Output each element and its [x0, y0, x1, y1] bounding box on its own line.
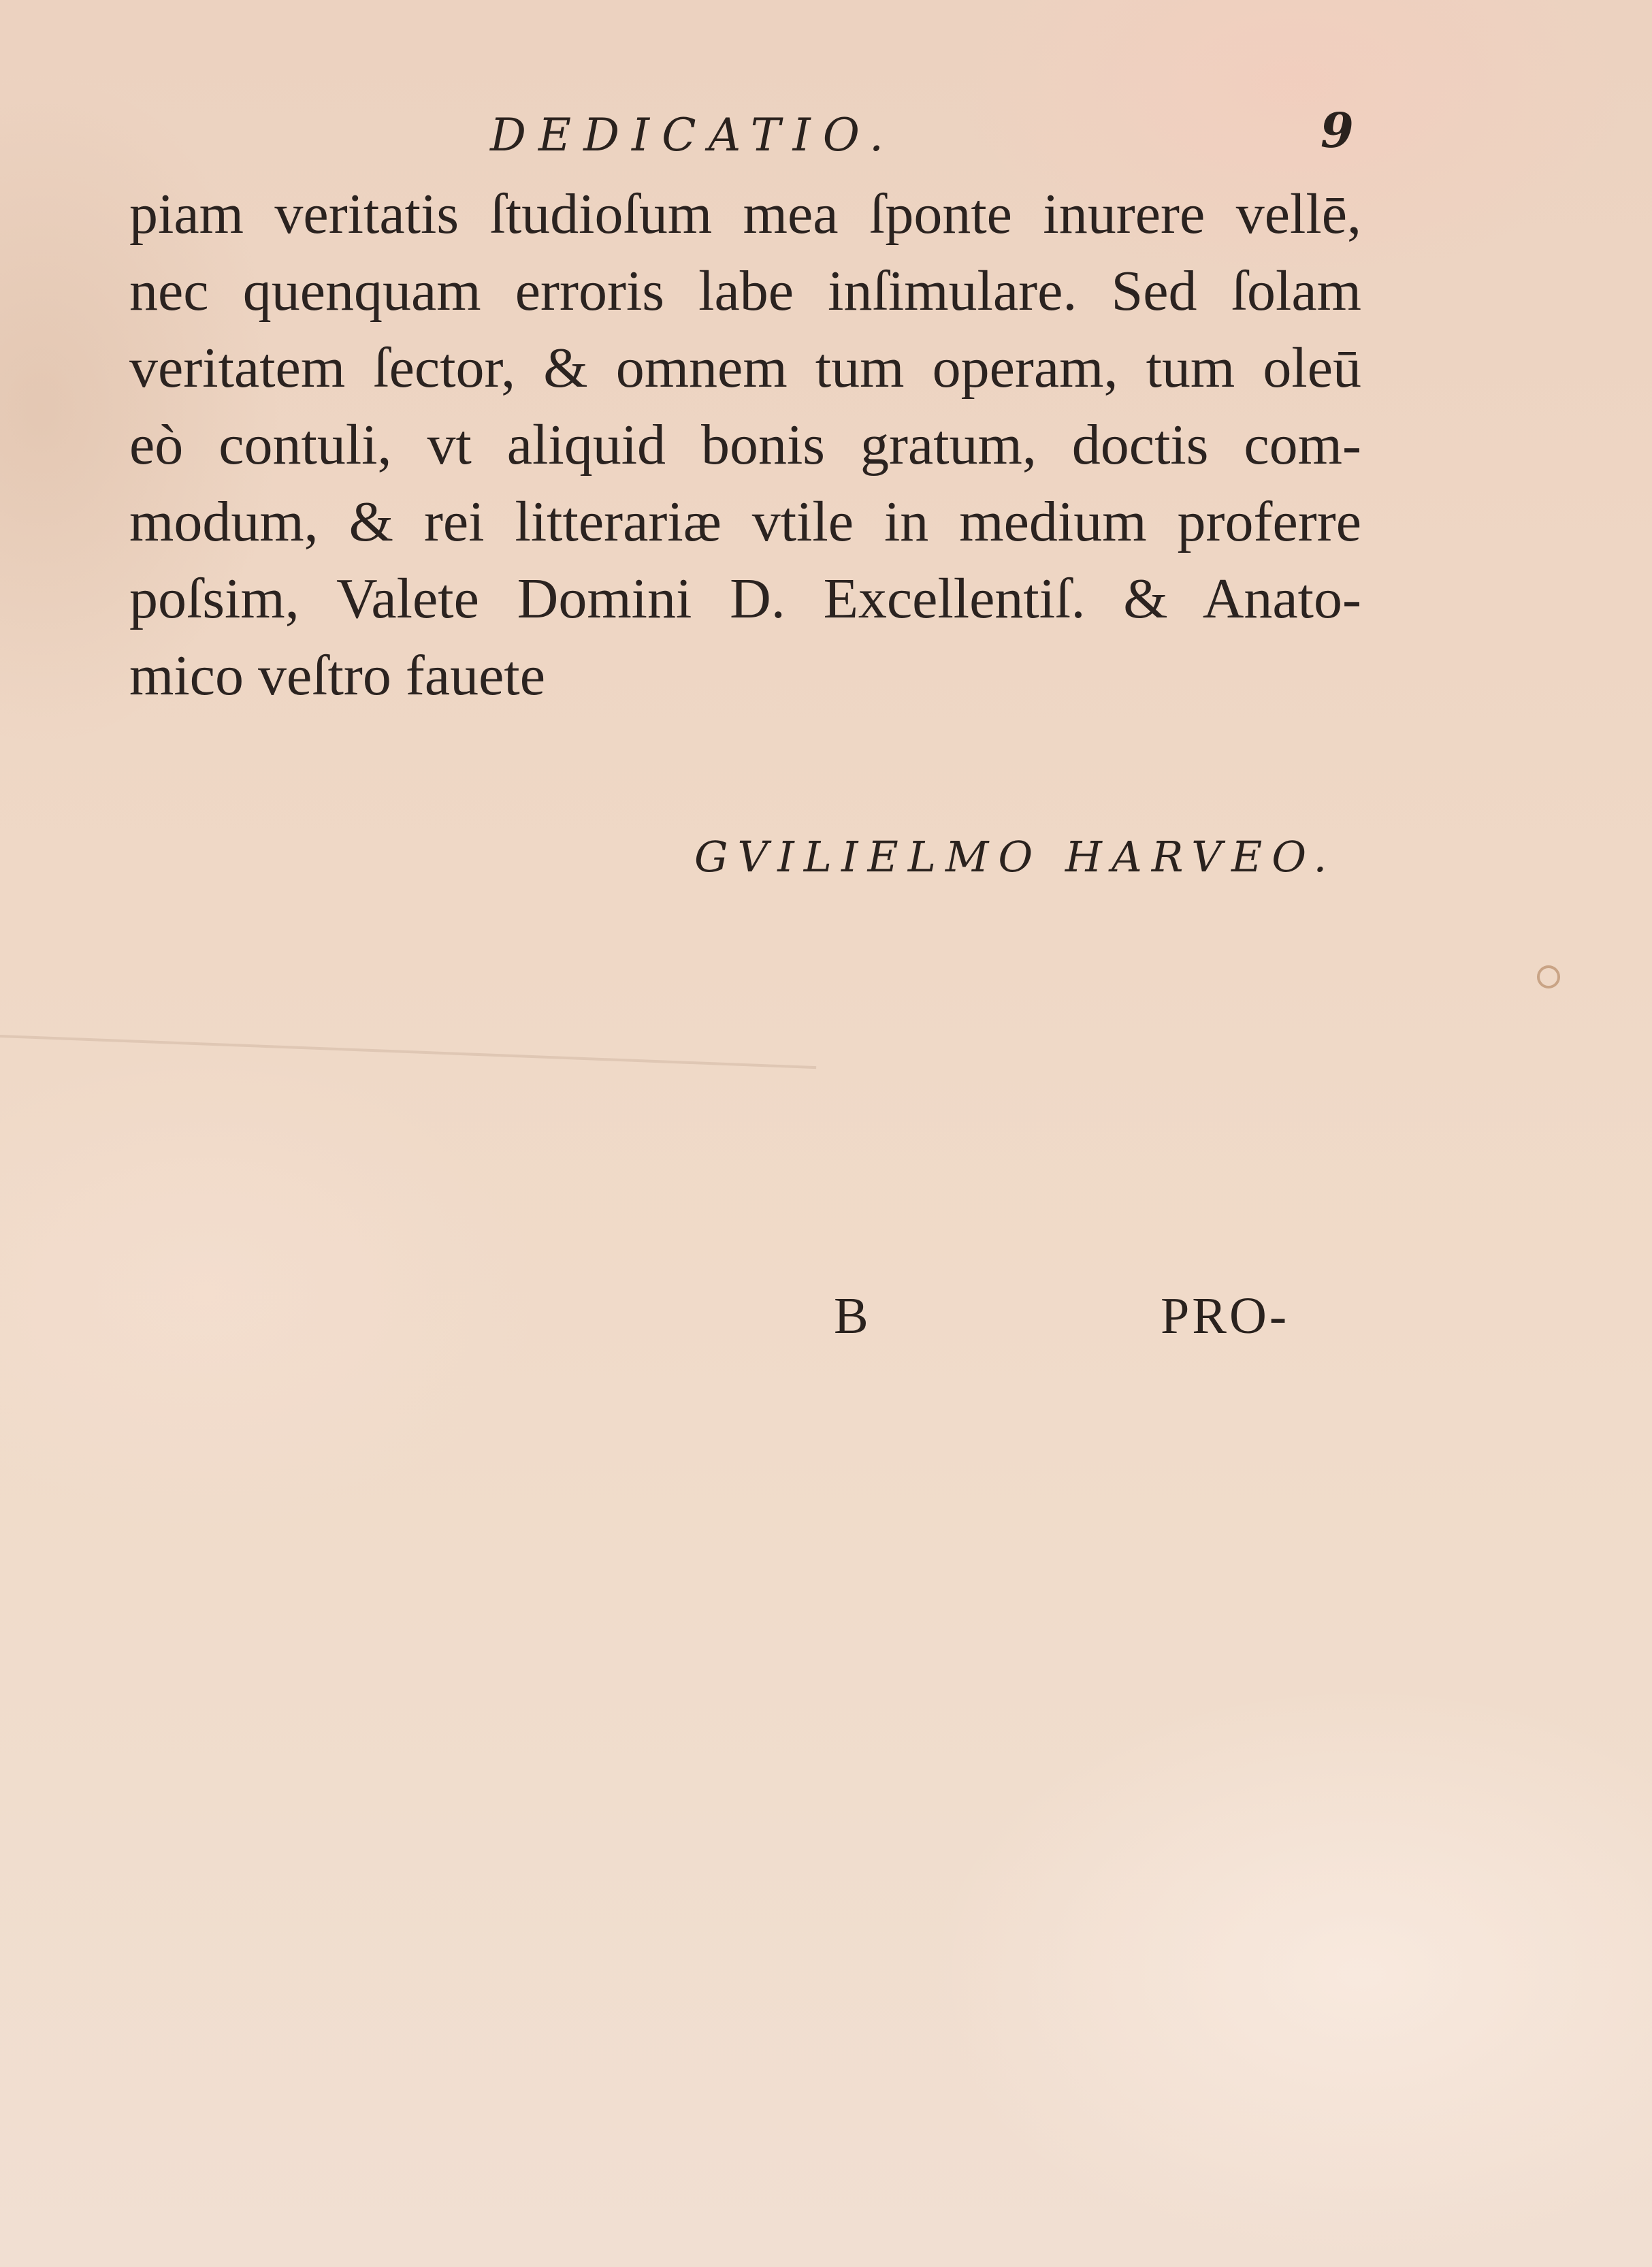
text-line: piam veritatis ſtudioſum mea ſponte inurere vellē, — [129, 182, 1361, 246]
text-line: nec quenquam erroris labe inſimulare. Sed ſolam — [129, 259, 1361, 323]
text-line: modum, & rei litterariæ vtile in medium proferre — [129, 490, 1361, 553]
show-through-text — [163, 640, 1389, 1797]
text-line: eò contuli, vt aliquid bonis gratum, doctis com- — [129, 413, 1361, 477]
body-text — [129, 176, 1361, 714]
signature-mark: B — [834, 1287, 869, 1345]
running-head: DEDICATIO. — [490, 109, 896, 161]
page-number: 9 — [1321, 102, 1354, 159]
paper-spot — [1537, 965, 1560, 988]
catchword: PRO- — [1161, 1287, 1290, 1345]
text-line: mico veſtro fauete — [129, 644, 546, 707]
author-signature: GVILIELMO HARVEO. — [694, 832, 1337, 882]
text-line: veritatem ſector, & omnem tum operam, tum oleū — [129, 336, 1361, 400]
text-line: poſsim, Valete Domini D. Excellentiſ. & Anato- — [129, 567, 1361, 630]
